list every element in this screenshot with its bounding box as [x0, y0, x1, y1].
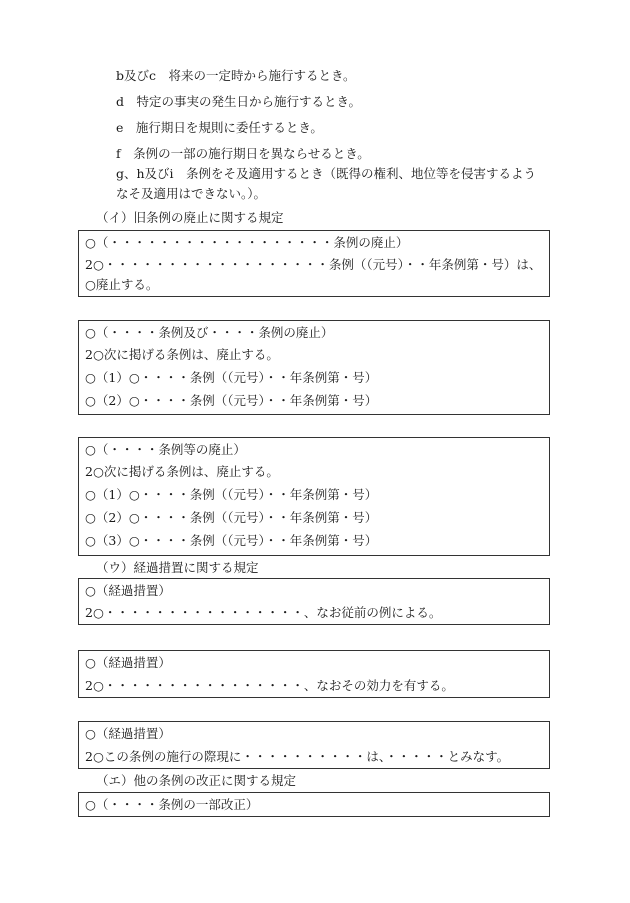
box-line: 2○・・・・・・・・・・・・・・・・、なお従前の例による。: [85, 605, 442, 620]
box-line: ○（経過措置）: [85, 655, 171, 670]
section-heading-e: （エ）他の条例の改正に関する規定: [96, 773, 297, 788]
list-item-g-h-i-cont: なそ及適用はできない。）。: [116, 186, 267, 201]
box-line: 2○次に掲げる条例は、廃止する。: [85, 347, 279, 362]
box-line: ○（1）○・・・・条例（（元号）・・年条例第・号）: [85, 370, 378, 385]
box-line: 2○・・・・・・・・・・・・・・・・、なおその効力を有する。: [85, 678, 454, 693]
list-item-g-h-i: g、h及びi 条例をそ及適用するとき（既得の権利、地位等を侵害するよう: [116, 166, 537, 181]
section-heading-i: （イ）旧条例の廃止に関する規定: [96, 210, 284, 225]
box-line: ○（・・・・条例の一部改正）: [85, 797, 259, 812]
code-box-repeal-two: [78, 320, 550, 415]
box-line: ○廃止する。: [85, 277, 159, 292]
code-box-amendment: [78, 792, 550, 817]
box-line: ○（・・・・条例等の廃止）: [85, 442, 246, 457]
list-item-f: f 条例の一部の施行期日を異ならせるとき。: [116, 146, 370, 161]
box-line: ○（経過措置）: [85, 583, 171, 598]
code-box-repeal-single: [78, 230, 550, 297]
box-line: ○（2）○・・・・条例（（元号）・・年条例第・号）: [85, 393, 378, 408]
box-line: ○（2）○・・・・条例（（元号）・・年条例第・号）: [85, 510, 378, 525]
section-heading-u: （ウ）経過措置に関する規定: [96, 560, 259, 575]
code-box-repeal-multiple: [78, 437, 550, 556]
list-item-d: d 特定の事実の発生日から施行するとき。: [116, 94, 362, 109]
code-box-transitional-1: [78, 578, 550, 625]
list-item-e: e 施行期日を規則に委任するとき。: [116, 120, 323, 135]
code-box-transitional-2: [78, 650, 550, 698]
list-item-b-c: b及びc 将来の一定時から施行するとき。: [116, 68, 356, 83]
box-line: 2○この条例の施行の際現に・・・・・・・・・・は、・・・・・とみなす。: [85, 749, 510, 764]
box-line: ○（3）○・・・・条例（（元号）・・年条例第・号）: [85, 533, 378, 548]
box-line: 2○・・・・・・・・・・・・・・・・・・条例（（元号）・・年条例第・号）は、: [85, 257, 542, 272]
box-line: ○（・・・・条例及び・・・・条例の廃止）: [85, 325, 334, 340]
box-line: ○（・・・・・・・・・・・・・・・・・・条例の廃止）: [85, 235, 409, 250]
box-line: ○（経過措置）: [85, 726, 171, 741]
box-line: ○（1）○・・・・条例（（元号）・・年条例第・号）: [85, 487, 378, 502]
code-box-transitional-3: [78, 721, 550, 769]
box-line: 2○次に掲げる条例は、廃止する。: [85, 464, 279, 479]
